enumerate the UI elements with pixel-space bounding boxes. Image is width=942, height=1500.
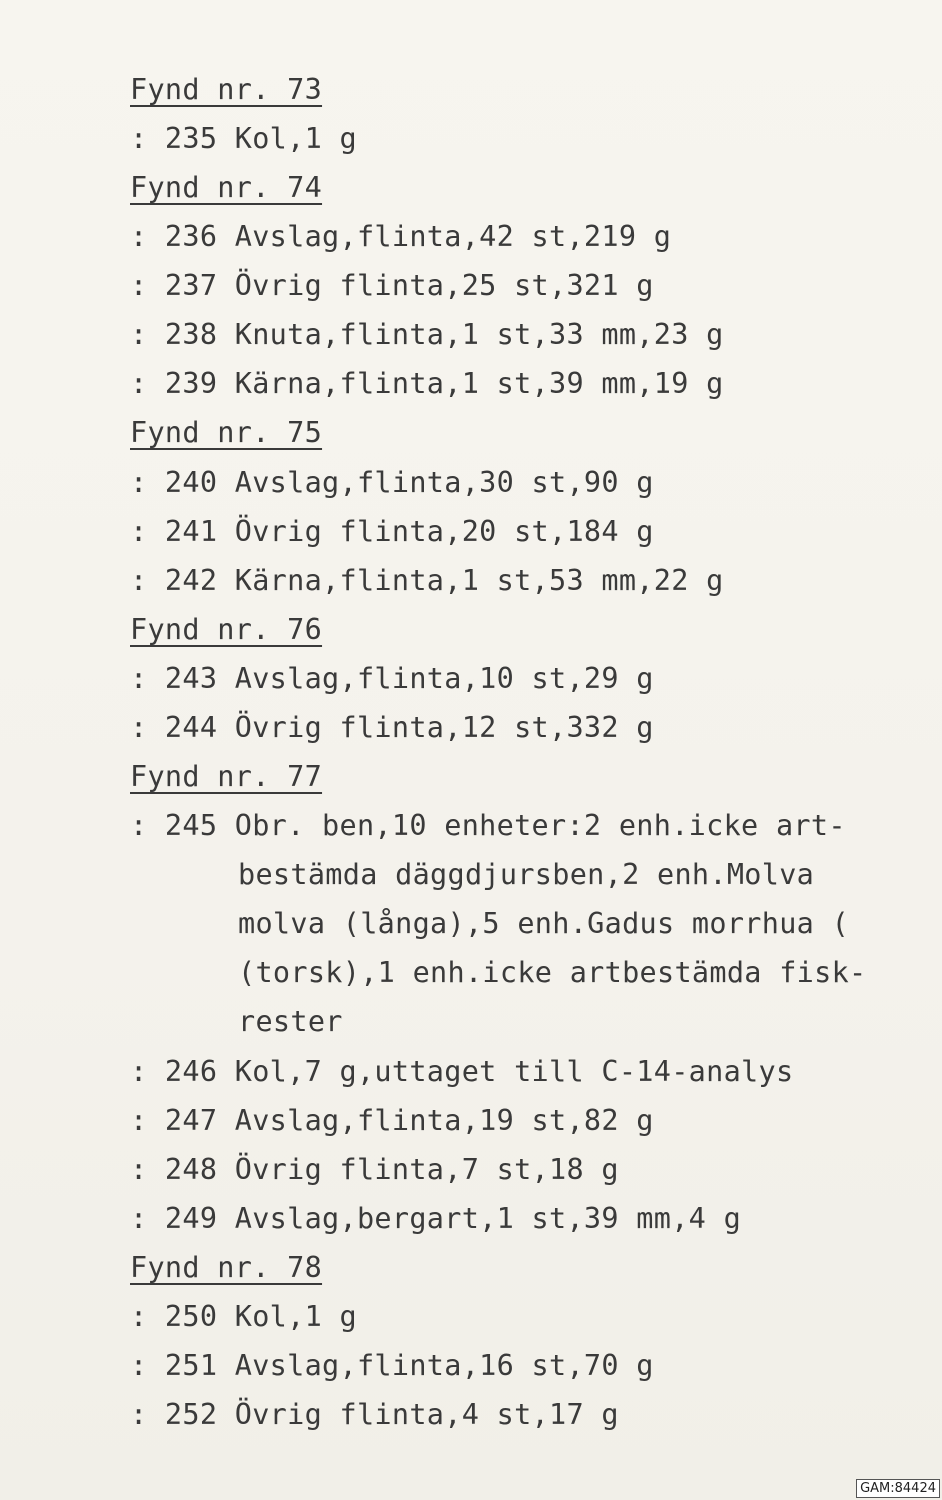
entry-line: : 250 Kol,1 g bbox=[130, 1300, 357, 1333]
entry-line: : 245 Obr. ben,10 enheter:2 enh.icke art- bbox=[130, 809, 846, 842]
entry-line: : 241 Övrig flinta,20 st,184 g bbox=[130, 515, 654, 548]
find-heading-73: Fynd nr. 73 bbox=[130, 73, 323, 106]
entry-line: : 242 Kärna,flinta,1 st,53 mm,22 g bbox=[130, 564, 724, 597]
find-heading-75: Fynd nr. 75 bbox=[130, 416, 323, 449]
entry-continuation: bestämda däggdjursben,2 enh.Molva bbox=[238, 858, 815, 891]
entry-line: : 252 Övrig flinta,4 st,17 g bbox=[130, 1398, 619, 1431]
entry-line: : 249 Avslag,bergart,1 st,39 mm,4 g bbox=[130, 1202, 742, 1235]
entry-line: : 248 Övrig flinta,7 st,18 g bbox=[130, 1153, 619, 1186]
entry-line: : 236 Avslag,flinta,42 st,219 g bbox=[130, 220, 672, 253]
entry-line: : 239 Kärna,flinta,1 st,39 mm,19 g bbox=[130, 367, 724, 400]
entry-line: : 240 Avslag,flinta,30 st,90 g bbox=[130, 466, 654, 499]
entry-continuation: (torsk),1 enh.icke artbestämda fisk- bbox=[238, 956, 867, 989]
entry-line: : 235 Kol,1 g bbox=[130, 122, 357, 155]
archive-id-label: GAM:84424 bbox=[856, 1479, 940, 1498]
entry-line: : 237 Övrig flinta,25 st,321 g bbox=[130, 269, 654, 302]
entry-line: : 238 Knuta,flinta,1 st,33 mm,23 g bbox=[130, 318, 724, 351]
entry-continuation: molva (långa),5 enh.Gadus morrhua ( bbox=[238, 907, 850, 940]
find-heading-76: Fynd nr. 76 bbox=[130, 613, 323, 646]
entry-line: : 247 Avslag,flinta,19 st,82 g bbox=[130, 1104, 654, 1137]
entry-line: : 244 Övrig flinta,12 st,332 g bbox=[130, 711, 654, 744]
find-heading-77: Fynd nr. 77 bbox=[130, 760, 323, 793]
entry-line: : 243 Avslag,flinta,10 st,29 g bbox=[130, 662, 654, 695]
entry-line: : 246 Kol,7 g,uttaget till C-14-analys bbox=[130, 1055, 794, 1088]
find-heading-78: Fynd nr. 78 bbox=[130, 1251, 323, 1284]
find-heading-74: Fynd nr. 74 bbox=[130, 171, 323, 204]
entry-continuation: rester bbox=[238, 1005, 343, 1038]
entry-line: : 251 Avslag,flinta,16 st,70 g bbox=[130, 1349, 654, 1382]
